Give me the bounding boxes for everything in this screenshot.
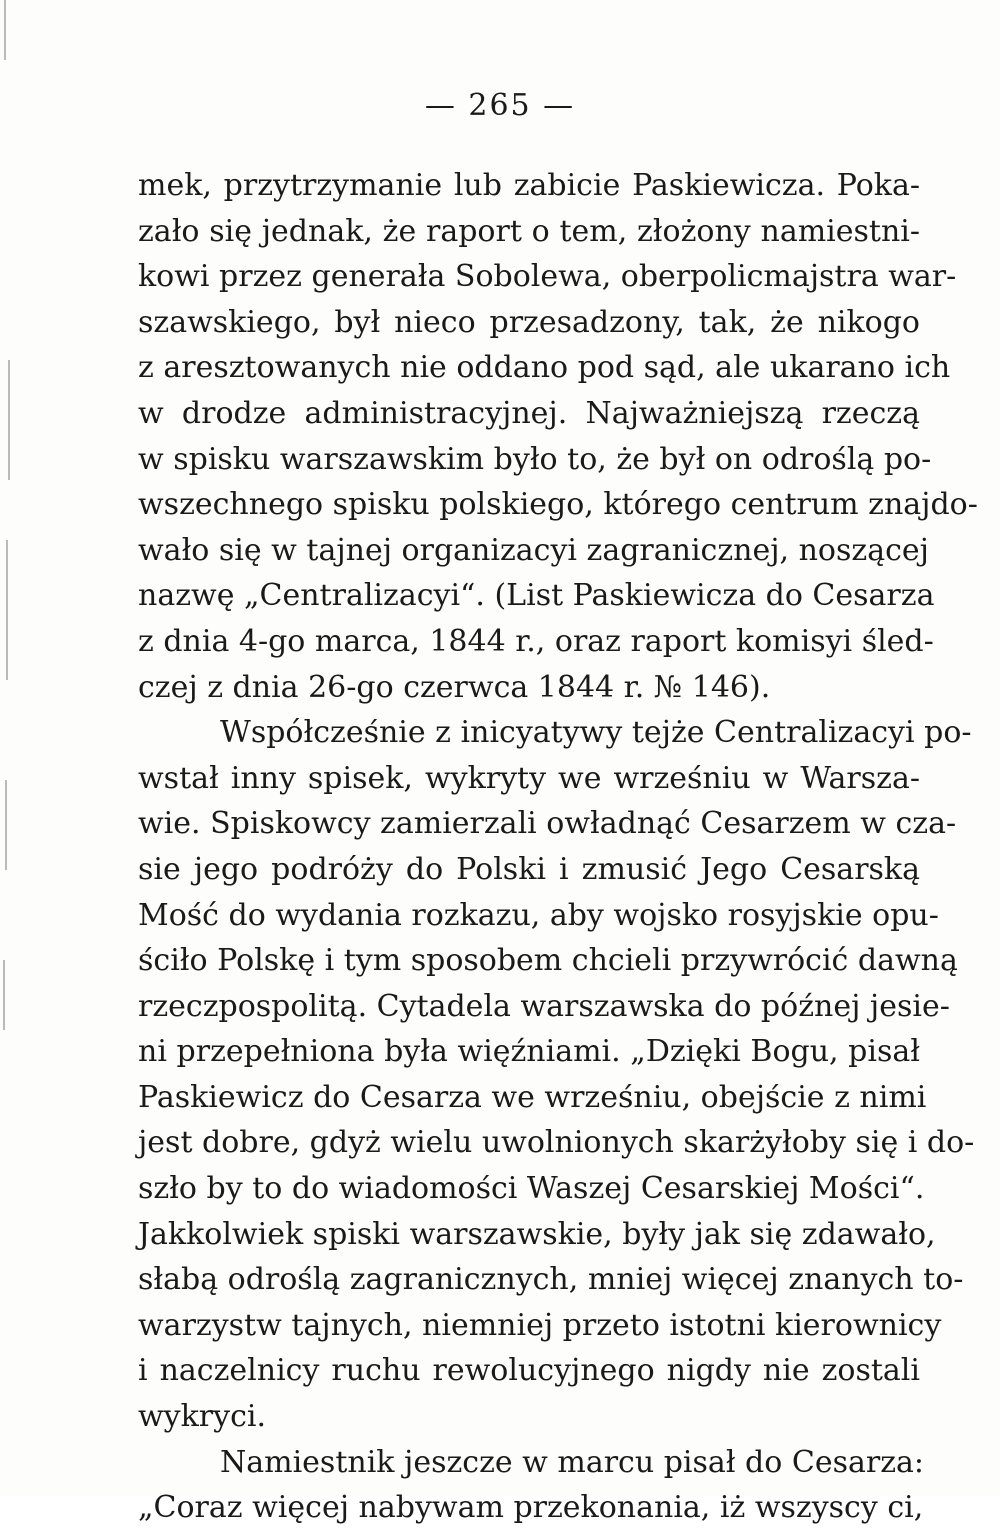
text-line: jest dobre, gdyż wielu uwolnionych skarżyłoby się i do- xyxy=(138,1125,975,1161)
text-line: czej z dnia 26-go czerwca 1844 r. № 146). xyxy=(138,669,771,705)
text-line: z dnia 4-go marca, 1844 r., oraz raport komisyi śled- xyxy=(138,623,934,659)
text-line: Namiestnik jeszcze w marcu pisał do Cesarza: xyxy=(220,1444,924,1480)
scan-speck xyxy=(8,360,10,480)
text-line: w spisku warszawskim było to, że był on odroślą po- xyxy=(138,441,932,477)
text-line: szło by to do wiadomości Waszej Cesarskiej Mości“. xyxy=(138,1171,925,1207)
scan-speck xyxy=(5,780,7,870)
scan-speck xyxy=(3,960,5,1030)
text-line: nazwę „Centralizacyi“. (List Paskiewicza do Cesarza xyxy=(138,578,935,614)
text-line: warzystw tajnych, niemniej przeto istotni kierownicy xyxy=(138,1307,942,1343)
body-text xyxy=(138,163,978,1531)
text-line: ściło Polskę i tym sposobem chcieli przywrócić dawną xyxy=(138,943,958,979)
text-line: sie jego podróży do Polski i zmusić Jego Cesarską xyxy=(138,851,920,887)
text-line: słabą odroślą zagranicznych, mniej więcej znanych to- xyxy=(138,1262,964,1298)
page-number: — 265 — xyxy=(424,88,576,123)
text-line: Mość do wydania rozkazu, aby wojsko rosyjskie opu- xyxy=(138,897,939,933)
text-line: i naczelnicy ruchu rewolucyjnego nigdy nie zostali xyxy=(138,1353,920,1389)
text-line: wykryci. xyxy=(138,1399,267,1435)
text-line: wie. Spiskowcy zamierzali owładnąć Cesarzem w cza- xyxy=(138,806,957,842)
text-line: wało się w tajnej organizacyi zagranicznej, noszącej xyxy=(138,532,929,568)
text-line: wszechnego spisku polskiego, którego centrum znajdo- xyxy=(138,487,978,523)
text-line: w drodze administracyjnej. Najważniejszą rzeczą xyxy=(138,395,920,431)
text-line: mek, przytrzymanie lub zabicie Paskiewicza. Poka- xyxy=(138,168,920,203)
text-line: Jakkolwiek spiski warszawskie, były jak się zdawało, xyxy=(138,1216,936,1252)
text-line: szawskiego, był nieco przesadzony, tak, że nikogo xyxy=(138,304,920,340)
text-line: ni przepełniona była więźniami. „Dzięki Bogu, pisał xyxy=(138,1034,920,1070)
text-line: „Coraz więcej nabywam przekonania, iż wszyscy ci, xyxy=(138,1490,924,1526)
text-line: Współcześnie z inicyatywy tejże Centralizacyi po- xyxy=(220,715,972,751)
text-line: z aresztowanych nie oddano pod sąd, ale ukarano ich xyxy=(138,350,951,386)
text-line: wstał inny spisek, wykryty we wrześniu w Warsza- xyxy=(138,760,920,796)
text-line: rzeczpospolitą. Cytadela warszawska do późnej jesie- xyxy=(138,988,950,1024)
scan-speck xyxy=(4,0,6,60)
scan-speck xyxy=(6,540,8,680)
text-line: kowi przez generała Sobolewa, oberpolicmajstra war- xyxy=(138,259,957,295)
text-line: Paskiewicz do Cesarza we wrześniu, obejście z nimi xyxy=(138,1079,927,1115)
text-line: zało się jednak, że raport o tem, złożony namiestni- xyxy=(138,213,920,249)
